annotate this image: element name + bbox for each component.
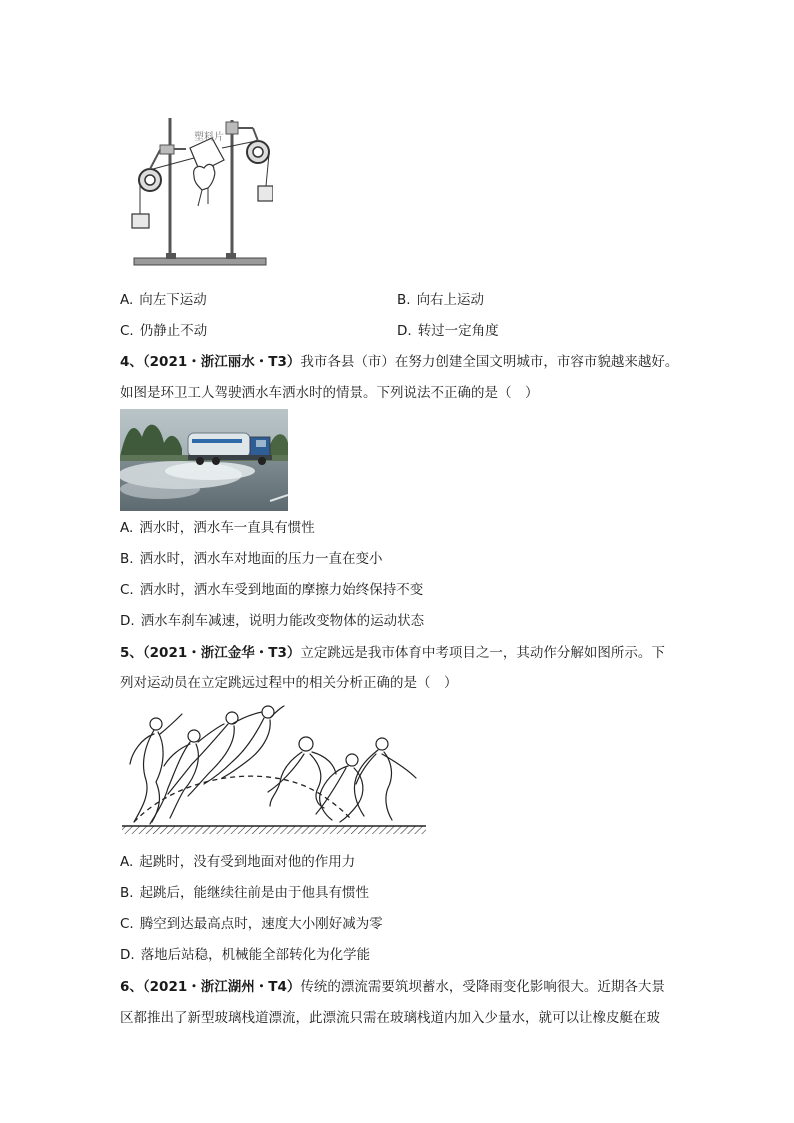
option-key: C. (120, 323, 134, 339)
question-source: （2021・浙江湖州・T4） (142, 979, 301, 995)
q5-option-b (120, 883, 369, 903)
option-key: B. (397, 292, 411, 308)
q6-stem-line1 (120, 977, 665, 997)
option-text: 起跳时，没有受到地面对他的作用力 (139, 854, 356, 870)
question-stem: 传统的漂流需要筑坝蓄水，受降雨变化影响很大。近期各大景 (300, 979, 665, 995)
option-key: C. (120, 916, 134, 932)
plastic-card-label: 塑料片 (194, 132, 224, 143)
q5-option-a (120, 852, 355, 872)
q5-stem-line1 (120, 643, 665, 663)
option-text: 落地后站稳，机械能全部转化为化学能 (140, 947, 371, 963)
option-text: 向左下运动 (139, 292, 207, 308)
option-text: 洒水时，洒水车对地面的压力一直在变小 (139, 551, 383, 567)
q3-option-d (397, 321, 499, 341)
option-text: 转过一定角度 (417, 323, 499, 339)
q5-option-c (120, 914, 383, 934)
option-key: A. (120, 520, 134, 536)
question-stem: 我市各县（市）在努力创建全国文明城市，市容市貌越来越好。 (300, 354, 679, 370)
q3-option-b (397, 290, 484, 310)
option-text: 洒水车刹车减速，说明力能改变物体的运动状态 (140, 613, 425, 629)
option-text: 向右上运动 (416, 292, 485, 308)
option-text: 仍静止不动 (139, 323, 208, 339)
option-key: B. (120, 551, 134, 567)
option-key: A. (120, 292, 134, 308)
q4-option-b (120, 549, 383, 569)
q6-stem-line2: 区都推出了新型玻璃栈道漂流，此漂流只需在玻璃栈道内加入少量水，就可以让橡皮艇在玻 (120, 1010, 660, 1026)
option-text: 洒水时，洒水车受到地面的摩擦力始终保持不变 (139, 582, 424, 598)
question-source: （2021・浙江丽水・T3） (142, 354, 301, 370)
q3-option-c (120, 321, 207, 341)
q4-option-c (120, 580, 423, 600)
question-number: 5、 (120, 645, 143, 661)
sprinkler-truck-photo (120, 409, 288, 511)
q4-stem-line2: 如图是环卫工人驾驶洒水车洒水时的情景。下列说法不正确的是（ ） (120, 385, 539, 401)
option-text: 洒水时，洒水车一直具有惯性 (139, 520, 315, 536)
long-jump-sequence-figure (120, 704, 428, 838)
q4-stem-line1 (120, 352, 678, 372)
q4-option-d (120, 611, 424, 631)
q5-option-d (120, 945, 370, 965)
option-key: C. (120, 582, 134, 598)
pulley-apparatus-figure (128, 110, 273, 272)
q3-option-a (120, 290, 207, 310)
question-stem: 立定跳远是我市体育中考项目之一，其动作分解如图所示。下 (300, 645, 665, 661)
option-key: D. (120, 947, 135, 963)
q4-option-a (120, 518, 315, 538)
option-text: 起跳后，能继续往前是由于他具有惯性 (139, 885, 370, 901)
option-key: B. (120, 885, 134, 901)
q5-stem-line2: 列对运动员在立定跳远过程中的相关分析正确的是（ ） (120, 675, 458, 691)
option-key: D. (397, 323, 412, 339)
option-key: D. (120, 613, 135, 629)
option-text: 腾空到达最高点时，速度大小刚好减为零 (139, 916, 383, 932)
question-source: （2021・浙江金华・T3） (142, 645, 301, 661)
option-key: A. (120, 854, 134, 870)
question-number: 6、 (120, 979, 143, 995)
question-number: 4、 (120, 354, 143, 370)
